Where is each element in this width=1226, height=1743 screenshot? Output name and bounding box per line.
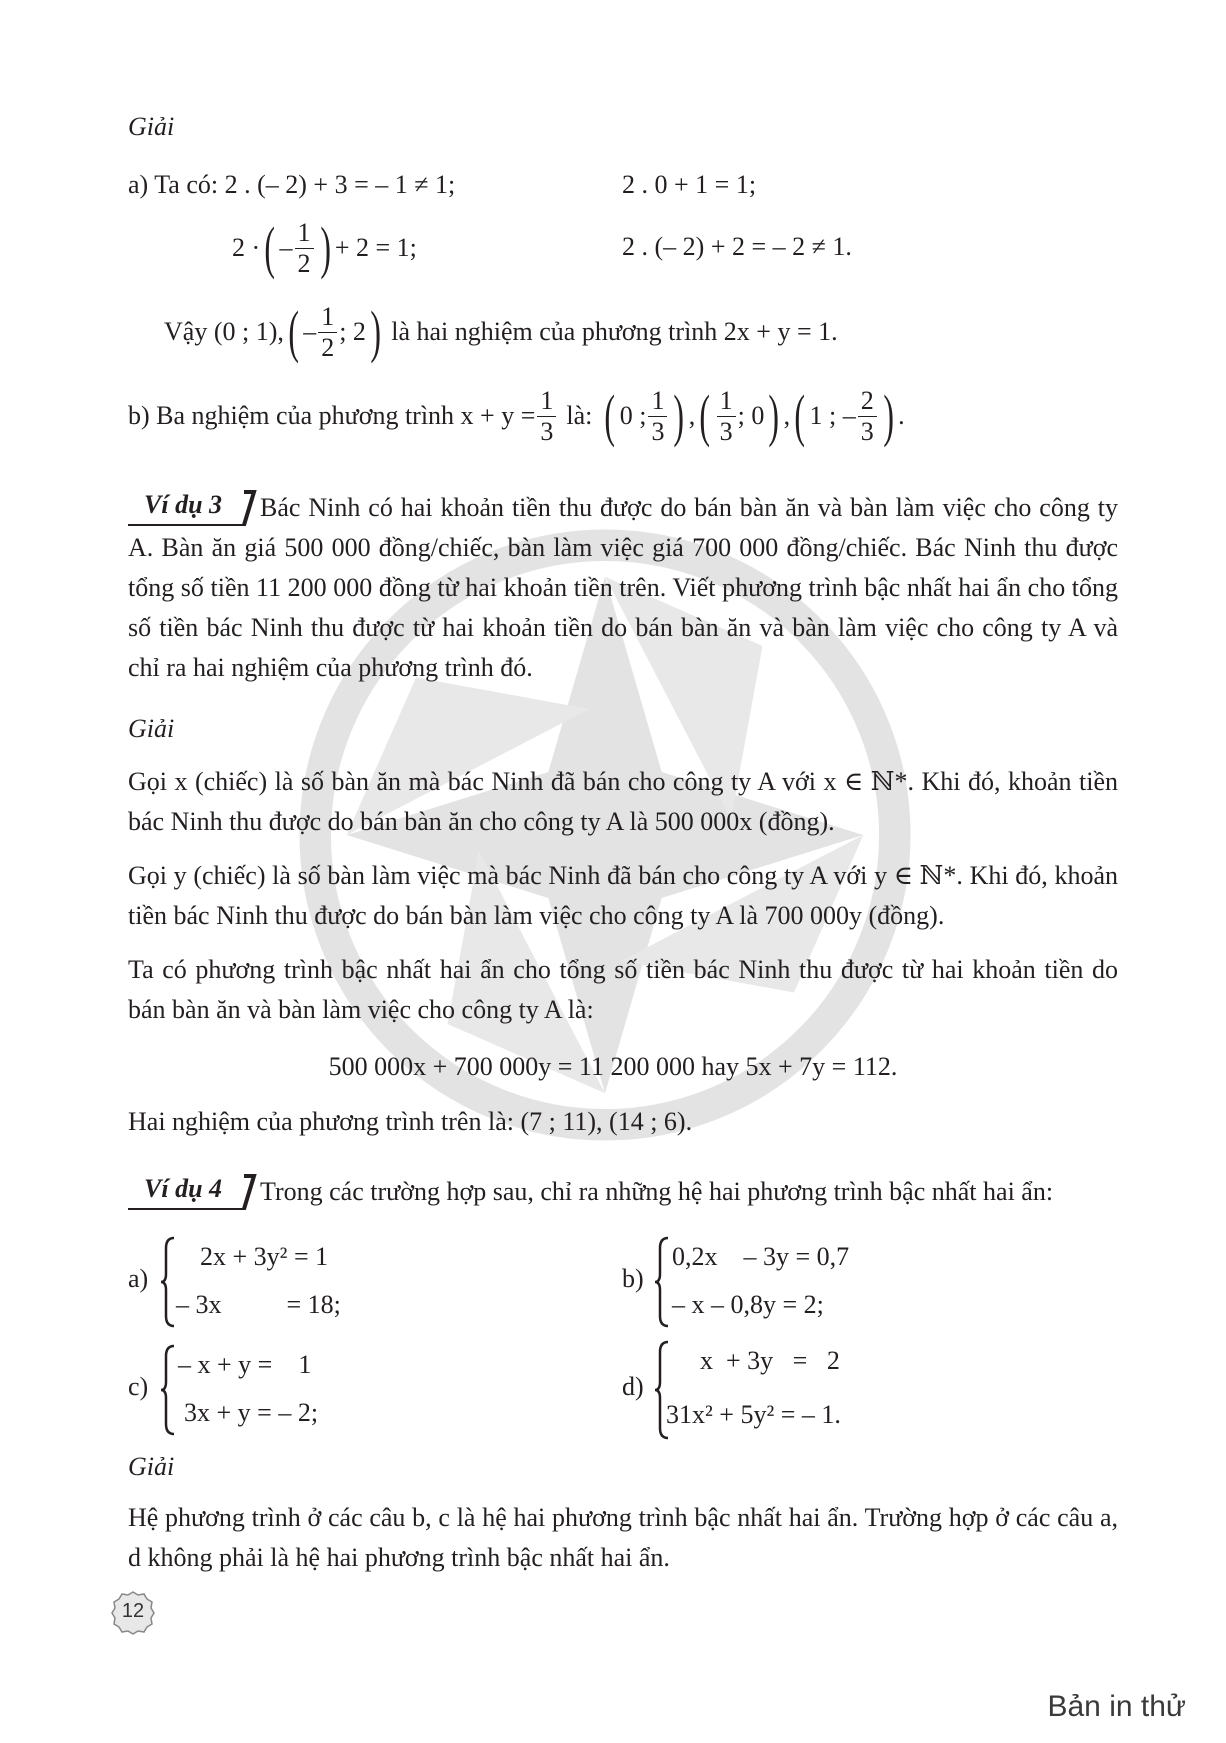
close-paren: )	[768, 383, 780, 448]
page-number: 12	[121, 1600, 145, 1622]
system-d-label: d)	[622, 1372, 644, 1401]
solution-2-suffix: ; 0	[737, 401, 765, 430]
brace-icon	[654, 1236, 664, 1328]
expr-suffix: + 2 = 1;	[334, 233, 417, 262]
open-paren: (	[264, 215, 276, 280]
part-b-prefix: b) Ba nghiệm của phương trình x + y =	[128, 401, 536, 430]
example-4-answer: Hệ phương trình ở các câu b, c là hệ hai phương trình bậc nhất hai ẩn. Trường hợp ở các câu a, d không phải là hệ hai phương trình bậc nhất hai ẩn.	[128, 1503, 1118, 1572]
system-a-line1: 2x + 3y² = 1	[200, 1242, 329, 1271]
page-number-badge	[110, 1590, 156, 1636]
part-b-la: là:	[566, 401, 593, 430]
conclusion-text: là hai nghiệm của phương trình 2x + y = 1.	[391, 317, 838, 346]
fraction: $\frac{1}{2}$	[318, 302, 337, 363]
comma: ,	[783, 401, 791, 430]
minus-sign: –	[279, 233, 293, 262]
example-3-solution-heading: Giải	[128, 714, 175, 743]
close-paren: )	[883, 383, 894, 448]
solution-3-prefix: 1 ; –	[809, 401, 856, 430]
example-3-label-text: Ví dụ 3	[144, 490, 223, 519]
solution-1-prefix: 0 ;	[619, 401, 647, 430]
minus-sign: –	[303, 317, 317, 346]
fraction: $\frac{2}{3}$	[858, 386, 877, 447]
system-b-line1: 0,2x – 3y = 0,7	[672, 1242, 850, 1271]
brace-icon	[160, 1236, 170, 1328]
fraction: $\frac{1}{3}$	[717, 386, 736, 447]
open-paren: (	[604, 383, 616, 448]
open-paren: (	[288, 299, 299, 364]
system-c-line2: 3x + y = – 2;	[184, 1398, 319, 1427]
open-paren: (	[699, 383, 711, 448]
example-3-p3: Ta có phương trình bậc nhất hai ẩn cho tổng số tiền bác Ninh thu được từ hai khoản tiền do bán bàn ăn và bàn làm việc cho công ty A là:	[128, 955, 1118, 1024]
system-b-label: b)	[622, 1264, 644, 1293]
close-paren: )	[673, 383, 685, 448]
system-d-line1: x + 3y = 2	[700, 1346, 840, 1375]
system-c-line1: – x + y = 1	[178, 1350, 312, 1379]
example-3-equation: 500 000x + 700 000y = 11 200 000 hay 5x + 7y = 112.	[328, 1052, 898, 1081]
fraction: $\frac{1}{3}$	[537, 386, 556, 447]
example-3-p4: Hai nghiệm của phương trình trên là: (7 ; 11), (14 ; 6).	[128, 1107, 693, 1136]
system-d-line2: 31x² + 5y² = – 1.	[666, 1400, 841, 1429]
open-paren: (	[794, 383, 806, 448]
part-a-right1: 2 . 0 + 1 = 1;	[622, 170, 757, 199]
fraction: $\frac{1}{3}$	[648, 386, 667, 447]
conclusion-prefix: Vậy (0 ; 1),	[164, 317, 284, 346]
conclusion-mid: ; 2	[339, 317, 366, 346]
system-b-line2: – x – 0,8y = 2;	[672, 1290, 824, 1319]
part-b-line	[128, 384, 905, 448]
system-c-label: c)	[128, 1372, 149, 1401]
brace-icon	[160, 1344, 170, 1436]
system-a-line2: – 3x = 18;	[176, 1290, 341, 1319]
example-3-text: Bác Ninh có hai khoản tiền thu được do bán bàn ăn và bàn làm việc cho công ty A. Bàn ăn giá 500 000 đồng/chiếc, bàn làm việc giá 700 000 đồng/chiếc. Bác Ninh thu được tổng số tiền 11 200 000 đồng từ hai khoản tiền trên. Viết phương trình bậc nhất hai ẩn cho tổng số tiền bác Ninh thu được từ hai khoản tiền do bán bàn ăn và bàn làm việc cho công ty A và chỉ ra hai nghiệm của phương trình đó.	[128, 493, 1118, 682]
brace-icon	[654, 1340, 664, 1440]
example-4-label-text: Ví dụ 4	[144, 1174, 223, 1203]
example-3-p1: Gọi x (chiếc) là số bàn ăn mà bác Ninh đã bán cho công ty A với x ∈ ℕ*. Khi đó, khoản tiền bác Ninh thu được do bán bàn ăn cho công ty A là 500 000x (đồng).	[128, 767, 1118, 836]
example-4-text: Trong các trường hợp sau, chỉ ra những hệ hai phương trình bậc nhất hai ẩn:	[260, 1177, 1054, 1206]
example-3-p2: Gọi y (chiếc) là số bàn làm việc mà bác Ninh đã bán cho công ty A với y ∈ ℕ*. Khi đó, khoản tiền bác Ninh thu được do bán bàn làm việc cho công ty A là 700 000y (đồng).	[128, 861, 1118, 930]
fraction: $\frac{1}{2}$	[295, 218, 314, 279]
solution-heading: Giải	[128, 112, 175, 141]
part-a-conclusion	[164, 300, 838, 364]
period: .	[898, 401, 905, 430]
example-4-solution-heading: Giải	[128, 1452, 175, 1481]
system-a-label: a)	[128, 1264, 149, 1293]
draft-footer: Bản in thử	[1047, 1690, 1186, 1723]
part-a-right2: 2 . (– 2) + 2 = – 2 ≠ 1.	[622, 232, 852, 261]
expr-prefix: 2 ·	[232, 233, 261, 262]
close-paren: )	[319, 215, 331, 280]
comma: ,	[688, 401, 696, 430]
part-a-line1: a) Ta có: 2 . (– 2) + 3 = – 1 ≠ 1;	[128, 170, 456, 199]
part-a-line2	[232, 216, 417, 280]
close-paren: )	[370, 299, 381, 364]
